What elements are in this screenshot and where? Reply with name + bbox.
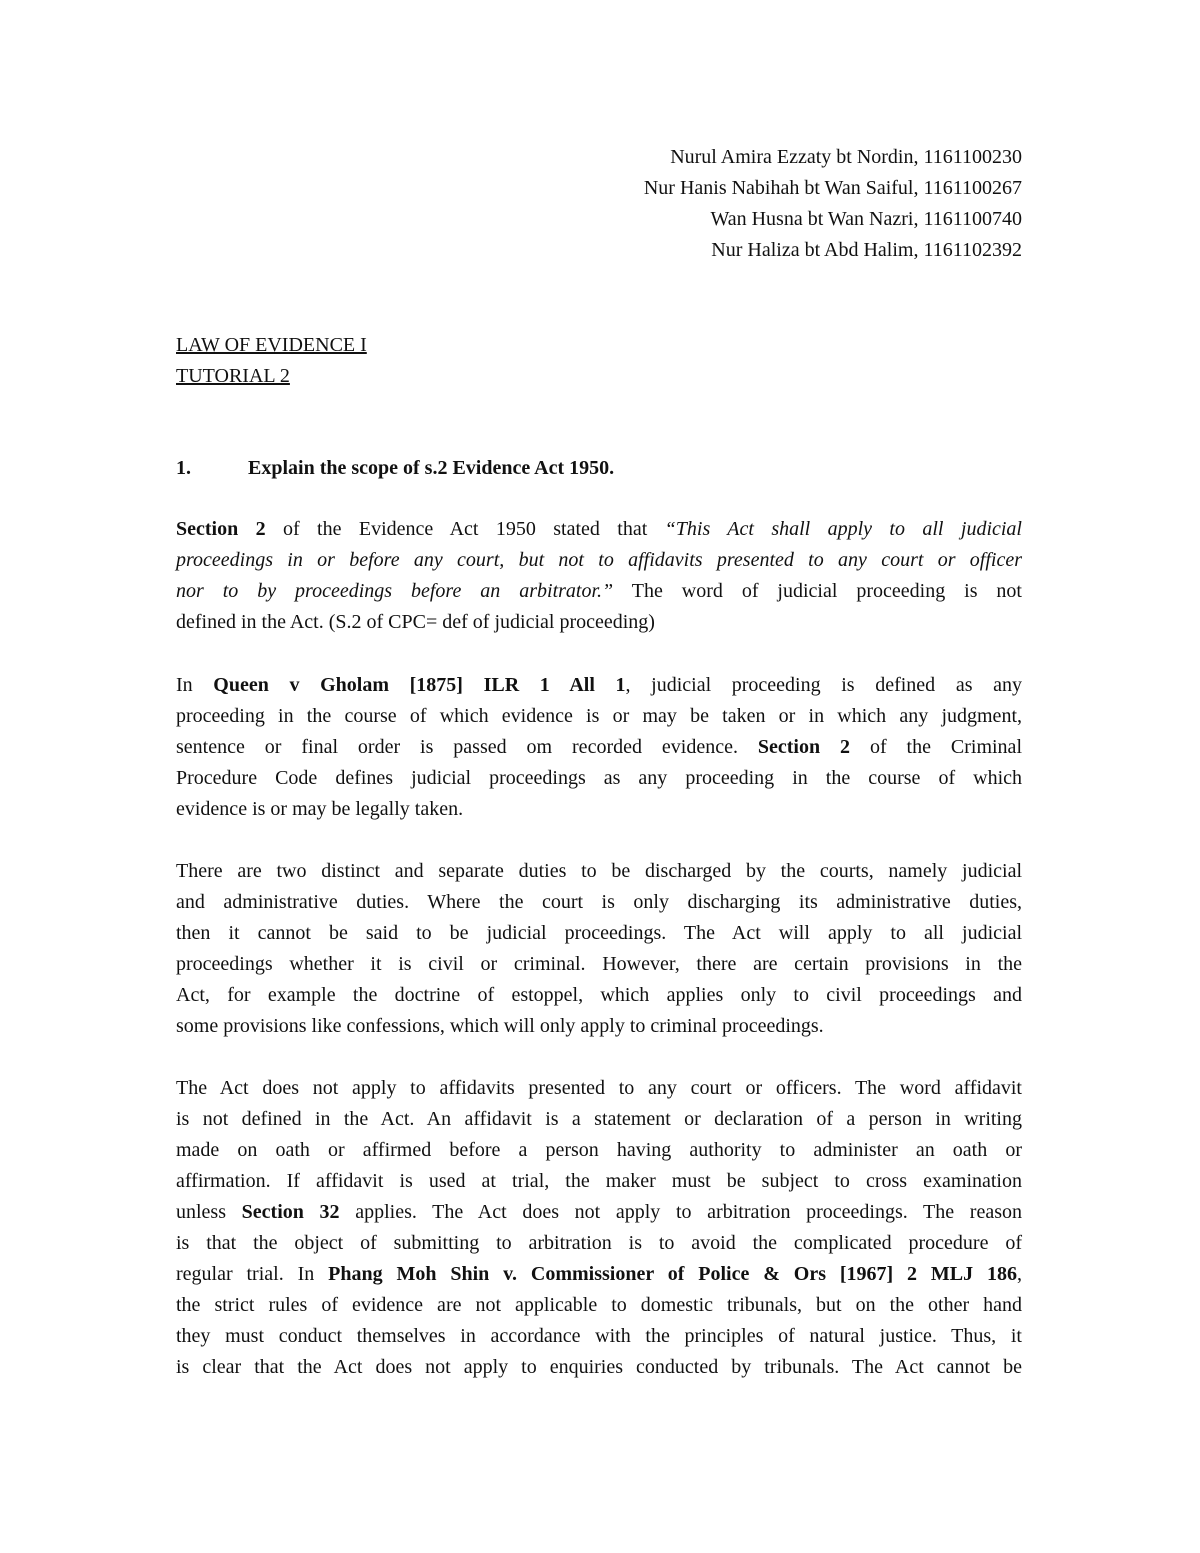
- text-segment: is that the object of submitting to arbitration is to avoid the complicated procedure of: [176, 1232, 1022, 1254]
- text-segment: Act, for example the doctrine of estoppel, which applies only to civil proceedings and: [176, 984, 1022, 1006]
- text-line: [176, 1228, 1022, 1259]
- text-segment: of the Criminal: [850, 736, 1022, 758]
- text-line: [176, 1290, 1022, 1321]
- text-segment: the strict rules of evidence are not applicable to domestic tribunals, but on the other hand: [176, 1294, 1022, 1316]
- question-text: Explain the scope of s.2 Evidence Act 1950.: [248, 457, 615, 479]
- author-line: Wan Husna bt Wan Nazri, 1161100740: [710, 208, 1022, 230]
- text-segment: ,: [1017, 1263, 1023, 1285]
- text-segment: of the Evidence Act 1950 stated that: [265, 518, 665, 540]
- text-segment: There are two distinct and separate duties to be discharged by the courts, namely judicial: [176, 860, 1022, 882]
- tutorial-title: TUTORIAL 2: [176, 365, 290, 387]
- author-line: Nur Hanis Nabihah bt Wan Saiful, 1161100267: [643, 177, 1022, 199]
- course-title: LAW OF EVIDENCE I: [176, 334, 367, 356]
- paragraph: [176, 514, 1022, 638]
- text-segment: made on oath or affirmed before a person having authority to administer an oath or: [176, 1139, 1022, 1161]
- text-line: [176, 670, 1022, 701]
- text-line: [176, 887, 1022, 918]
- paragraph: [176, 670, 1022, 825]
- italic-quote: nor to by proceedings before an arbitrator.”: [176, 580, 614, 602]
- author-list: [176, 142, 1022, 266]
- text-segment: The word of judicial proceeding is not: [613, 580, 1022, 602]
- bold-text: Queen v Gholam [1875] ILR 1 All 1: [213, 674, 626, 696]
- bold-text: Section 2: [176, 518, 266, 540]
- text-line: [176, 1166, 1022, 1197]
- text-line: [176, 1259, 1022, 1290]
- paragraph: [176, 1073, 1022, 1383]
- text-line: [176, 1135, 1022, 1166]
- text-line: [176, 980, 1022, 1011]
- text-segment: , judicial proceeding is defined as any: [625, 674, 1022, 696]
- text-line: [176, 918, 1022, 949]
- bold-text: Section 2: [757, 736, 851, 758]
- text-line: [176, 607, 1022, 638]
- bold-text: Phang Moh Shin v. Commissioner of Police & Ors [1967] 2 MLJ 186: [328, 1263, 1018, 1285]
- text-line: [176, 701, 1022, 732]
- text-line: [176, 732, 1022, 763]
- text-line: [176, 1104, 1022, 1135]
- text-segment: they must conduct themselves in accordance with the principles of natural justice. Thus, it: [176, 1325, 1022, 1347]
- text-line: [176, 514, 1022, 545]
- text-segment: unless: [176, 1201, 242, 1223]
- paragraph: [176, 856, 1022, 1042]
- bold-text: Section 32: [241, 1201, 340, 1223]
- text-line: [176, 1073, 1022, 1104]
- question-heading: [176, 453, 1022, 484]
- text-segment: Procedure Code defines judicial proceedings as any proceeding in the course of which: [176, 767, 1022, 789]
- text-line: [176, 1197, 1022, 1228]
- text-segment: affirmation. If affidavit is used at trial, the maker must be subject to cross examination: [176, 1170, 1022, 1192]
- text-segment: and administrative duties. Where the court is only discharging its administrative duties,: [176, 891, 1022, 913]
- text-segment: defined in the Act. (S.2 of CPC= def of judicial proceeding): [176, 611, 655, 633]
- text-segment: The Act does not apply to affidavits presented to any court or officers. The word affidavit: [176, 1077, 1022, 1099]
- text-line: [176, 545, 1022, 576]
- text-segment: evidence is or may be legally taken.: [176, 798, 464, 820]
- text-segment: In: [176, 674, 214, 696]
- text-segment: is not defined in the Act. An affidavit is a statement or declaration of a person in writing: [176, 1108, 1022, 1130]
- text-line: [176, 576, 1022, 607]
- question-number: 1.: [176, 457, 191, 479]
- text-segment: sentence or final order is passed om recorded evidence.: [176, 736, 758, 758]
- text-line: [176, 1011, 1022, 1042]
- text-segment: applies. The Act does not apply to arbitration proceedings. The reason: [339, 1201, 1023, 1223]
- document-title: [176, 330, 1022, 392]
- text-line: [176, 794, 1022, 825]
- text-segment: proceeding in the course of which evidence is or may be taken or in which any judgment,: [176, 705, 1022, 727]
- text-line: [176, 856, 1022, 887]
- text-segment: then it cannot be said to be judicial proceedings. The Act will apply to all judicial: [176, 922, 1022, 944]
- text-line: [176, 763, 1022, 794]
- italic-quote: proceedings in or before any court, but not to affidavits presented to any court or officer: [176, 549, 1022, 571]
- text-line: [176, 1352, 1022, 1383]
- author-line: Nur Haliza bt Abd Halim, 1161102392: [711, 239, 1022, 261]
- text-line: [176, 1321, 1022, 1352]
- text-line: [176, 949, 1022, 980]
- text-segment: regular trial. In: [176, 1263, 329, 1285]
- text-segment: some provisions like confessions, which will only apply to criminal proceedings.: [176, 1015, 824, 1037]
- author-line: Nurul Amira Ezzaty bt Nordin, 1161100230: [670, 146, 1022, 168]
- text-segment: is clear that the Act does not apply to enquiries conducted by tribunals. The Act cannot be: [176, 1356, 1022, 1378]
- italic-quote: “This Act shall apply to all judicial: [664, 518, 1022, 540]
- text-segment: proceedings whether it is civil or criminal. However, there are certain provisions in the: [176, 953, 1022, 975]
